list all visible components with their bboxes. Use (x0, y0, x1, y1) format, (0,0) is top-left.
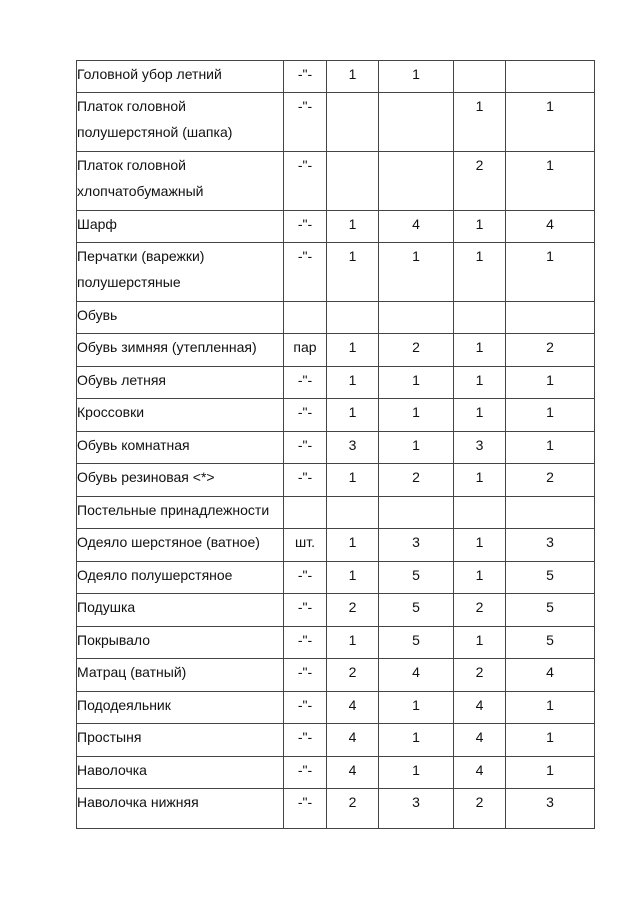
item-name-cell (77, 243, 284, 302)
unit-cell-text: -"- (297, 697, 313, 713)
table-row (77, 594, 595, 627)
value-cell-text: 1 (475, 567, 484, 583)
value-cell (506, 399, 595, 432)
value-cell-text: 2 (475, 599, 484, 615)
value-cell (506, 61, 595, 93)
table-row (77, 152, 595, 211)
value-cell-text: 1 (412, 404, 420, 420)
item-name-cell-text: Платок головной хлопчатобумажный (77, 157, 204, 199)
value-cell-text: 2 (412, 339, 420, 355)
unit-cell (284, 724, 327, 757)
table-row (77, 399, 595, 432)
value-cell (506, 211, 595, 243)
item-name-cell (77, 529, 284, 562)
item-name-cell-text: Обувь зимняя (утепленная) (77, 339, 257, 355)
value-cell (454, 594, 506, 627)
item-name-cell-text: Одеяло шерстяное (ватное) (77, 534, 260, 550)
value-cell (327, 211, 379, 243)
value-cell (454, 367, 506, 399)
table-row (77, 61, 595, 93)
value-cell-text: 4 (412, 664, 420, 680)
unit-cell-text: -"- (297, 632, 313, 648)
unit-cell-text: -"- (297, 372, 313, 388)
unit-cell-text: пар (293, 339, 317, 355)
unit-cell (284, 61, 327, 93)
value-cell-text: 4 (475, 697, 484, 713)
value-cell (379, 594, 454, 627)
value-cell (327, 757, 379, 789)
value-cell (506, 562, 595, 594)
value-cell-text: 1 (348, 632, 357, 648)
item-name-cell-text: Постельные принадлежности (77, 502, 270, 518)
item-name-cell-text: Подушка (77, 599, 136, 615)
value-cell (379, 627, 454, 659)
value-cell (327, 243, 379, 302)
value-cell-text: 2 (348, 664, 357, 680)
value-cell (506, 302, 595, 334)
unit-cell (284, 399, 327, 432)
value-cell (327, 529, 379, 562)
table-row (77, 464, 595, 497)
value-cell (327, 594, 379, 627)
value-cell-text: 1 (475, 248, 484, 264)
unit-cell-text: -"- (297, 216, 313, 232)
value-cell (506, 594, 595, 627)
value-cell (379, 464, 454, 497)
unit-cell (284, 692, 327, 724)
value-cell (454, 692, 506, 724)
value-cell (454, 93, 506, 152)
item-name-cell-text: Шарф (77, 216, 117, 232)
value-cell (327, 724, 379, 757)
unit-cell (284, 243, 327, 302)
unit-cell-text: -"- (297, 248, 313, 264)
value-cell-text: 1 (348, 339, 357, 355)
value-cell-text: 2 (546, 469, 554, 485)
unit-cell (284, 562, 327, 594)
value-cell-text: 1 (546, 697, 554, 713)
value-cell (454, 529, 506, 562)
value-cell (327, 302, 379, 334)
unit-cell (284, 789, 327, 829)
value-cell (506, 692, 595, 724)
item-name-cell-text: Обувь (77, 307, 118, 323)
value-cell (379, 432, 454, 464)
item-name-cell (77, 152, 284, 211)
unit-cell (284, 152, 327, 211)
value-cell (327, 367, 379, 399)
value-cell-text: 3 (546, 794, 554, 810)
value-cell-text: 1 (546, 372, 554, 388)
value-cell-text: 5 (546, 567, 554, 583)
value-cell (506, 724, 595, 757)
norms-table (76, 60, 595, 829)
table-row (77, 497, 595, 529)
value-cell-text: 1 (348, 216, 357, 232)
value-cell (327, 93, 379, 152)
value-cell (454, 243, 506, 302)
value-cell (379, 497, 454, 529)
item-name-cell (77, 562, 284, 594)
unit-cell-text: -"- (297, 762, 313, 778)
value-cell-text: 1 (412, 248, 420, 264)
value-cell-text: 1 (475, 469, 484, 485)
value-cell-text: 2 (475, 794, 484, 810)
value-cell-text: 1 (348, 567, 357, 583)
value-cell (327, 562, 379, 594)
unit-cell-text: -"- (297, 729, 313, 745)
value-cell-text: 1 (412, 762, 420, 778)
value-cell-text: 4 (348, 697, 357, 713)
item-name-cell (77, 627, 284, 659)
unit-cell (284, 659, 327, 692)
value-cell (454, 334, 506, 367)
value-cell (379, 659, 454, 692)
table-row (77, 659, 595, 692)
item-name-cell (77, 464, 284, 497)
item-name-cell (77, 659, 284, 692)
value-cell-text: 2 (348, 599, 357, 615)
value-cell (379, 562, 454, 594)
unit-cell-text: -"- (297, 437, 313, 453)
unit-cell (284, 93, 327, 152)
value-cell-text: 4 (475, 762, 484, 778)
table-row (77, 93, 595, 152)
value-cell-text: 1 (475, 534, 484, 550)
item-name-cell-text: Покрывало (77, 632, 151, 648)
unit-cell (284, 497, 327, 529)
value-cell-text: 1 (475, 216, 484, 232)
value-cell-text: 1 (546, 157, 554, 173)
value-cell-text: 2 (475, 664, 484, 680)
value-cell (454, 627, 506, 659)
value-cell (379, 334, 454, 367)
value-cell (506, 152, 595, 211)
item-name-cell-text: Матрац (ватный) (77, 664, 187, 680)
value-cell-text: 1 (412, 437, 420, 453)
value-cell-text: 4 (348, 729, 357, 745)
value-cell-text: 1 (475, 404, 484, 420)
value-cell-text: 1 (475, 372, 484, 388)
value-cell-text: 1 (348, 469, 357, 485)
value-cell (454, 724, 506, 757)
value-cell-text: 4 (546, 216, 554, 232)
value-cell-text: 1 (546, 248, 554, 264)
value-cell-text: 4 (348, 762, 357, 778)
item-name-cell (77, 789, 284, 829)
value-cell (327, 692, 379, 724)
table-row (77, 529, 595, 562)
table-row (77, 334, 595, 367)
table-row (77, 432, 595, 464)
value-cell (506, 334, 595, 367)
item-name-cell-text: Головной убор летний (77, 66, 222, 82)
value-cell (454, 757, 506, 789)
value-cell-text: 1 (475, 98, 484, 114)
unit-cell (284, 432, 327, 464)
value-cell (379, 367, 454, 399)
value-cell (379, 61, 454, 93)
unit-cell (284, 211, 327, 243)
value-cell (379, 399, 454, 432)
unit-cell (284, 757, 327, 789)
value-cell-text: 3 (412, 794, 420, 810)
value-cell (454, 152, 506, 211)
table-body (77, 61, 595, 829)
value-cell-text: 1 (475, 632, 484, 648)
value-cell (454, 399, 506, 432)
value-cell (506, 789, 595, 829)
unit-cell-text: -"- (297, 599, 313, 615)
value-cell (327, 399, 379, 432)
item-name-cell (77, 692, 284, 724)
unit-cell (284, 367, 327, 399)
value-cell (454, 211, 506, 243)
table-row (77, 692, 595, 724)
value-cell-text: 3 (412, 534, 420, 550)
table-row (77, 302, 595, 334)
value-cell-text: 1 (412, 66, 420, 82)
value-cell-text: 5 (412, 632, 420, 648)
value-cell (506, 529, 595, 562)
value-cell-text: 4 (412, 216, 420, 232)
item-name-cell-text: Простыня (77, 729, 142, 745)
item-name-cell-text: Наволочка (77, 762, 147, 778)
unit-cell-text: -"- (297, 794, 313, 810)
value-cell-text: 1 (546, 98, 554, 114)
value-cell (506, 659, 595, 692)
unit-cell-text: -"- (297, 66, 313, 82)
item-name-cell (77, 757, 284, 789)
item-name-cell (77, 594, 284, 627)
value-cell (506, 243, 595, 302)
value-cell (379, 529, 454, 562)
unit-cell-text: -"- (297, 157, 313, 173)
value-cell-text: 3 (475, 437, 484, 453)
table-row (77, 757, 595, 789)
value-cell-text: 1 (475, 339, 484, 355)
value-cell (454, 659, 506, 692)
value-cell (379, 211, 454, 243)
value-cell (506, 627, 595, 659)
value-cell-text: 1 (546, 404, 554, 420)
value-cell (379, 724, 454, 757)
item-name-cell (77, 61, 284, 93)
item-name-cell-text: Наволочка нижняя (77, 794, 199, 810)
value-cell-text: 4 (475, 729, 484, 745)
table-row (77, 789, 595, 829)
value-cell-text: 4 (546, 664, 554, 680)
value-cell (454, 464, 506, 497)
value-cell (454, 432, 506, 464)
value-cell-text: 5 (412, 567, 420, 583)
value-cell (506, 93, 595, 152)
item-name-cell (77, 432, 284, 464)
value-cell-text: 1 (348, 534, 357, 550)
item-name-cell (77, 211, 284, 243)
unit-cell-text: -"- (297, 469, 313, 485)
item-name-cell (77, 367, 284, 399)
value-cell (506, 367, 595, 399)
value-cell (327, 152, 379, 211)
unit-cell-text: -"- (297, 404, 313, 420)
value-cell-text: 5 (546, 632, 554, 648)
unit-cell (284, 627, 327, 659)
item-name-cell-text: Обувь резиновая <*> (77, 469, 215, 485)
item-name-cell-text: Обувь летняя (77, 372, 167, 388)
value-cell (379, 93, 454, 152)
value-cell (454, 562, 506, 594)
item-name-cell (77, 399, 284, 432)
table-row (77, 562, 595, 594)
value-cell (379, 789, 454, 829)
item-name-cell (77, 334, 284, 367)
item-name-cell (77, 497, 284, 529)
unit-cell-text: -"- (297, 98, 313, 114)
value-cell (379, 243, 454, 302)
value-cell (379, 152, 454, 211)
table-row (77, 243, 595, 302)
value-cell (506, 432, 595, 464)
value-cell-text: 1 (348, 66, 357, 82)
value-cell-text: 2 (546, 339, 554, 355)
value-cell (454, 789, 506, 829)
value-cell (379, 692, 454, 724)
unit-cell-text: -"- (297, 664, 313, 680)
unit-cell-text: шт. (295, 534, 315, 550)
unit-cell (284, 529, 327, 562)
table-row (77, 724, 595, 757)
value-cell (506, 497, 595, 529)
value-cell (327, 464, 379, 497)
value-cell-text: 1 (412, 697, 420, 713)
item-name-cell-text: Перчатки (варежки) полушерстяные (77, 248, 205, 290)
value-cell (379, 757, 454, 789)
value-cell-text: 3 (546, 534, 554, 550)
item-name-cell-text: Одеяло полушерстяное (77, 567, 233, 583)
value-cell-text: 1 (412, 729, 420, 745)
unit-cell (284, 464, 327, 497)
value-cell-text: 1 (412, 372, 420, 388)
value-cell (454, 61, 506, 93)
table-row (77, 367, 595, 399)
value-cell (327, 61, 379, 93)
value-cell (454, 302, 506, 334)
table-row (77, 627, 595, 659)
item-name-cell-text: Пододеяльник (77, 697, 171, 713)
value-cell-text: 3 (348, 437, 357, 453)
value-cell-text: 1 (348, 248, 357, 264)
unit-cell (284, 302, 327, 334)
value-cell-text: 5 (412, 599, 420, 615)
value-cell-text: 1 (348, 372, 357, 388)
value-cell-text: 1 (348, 404, 357, 420)
value-cell (454, 497, 506, 529)
item-name-cell-text: Кроссовки (77, 404, 145, 420)
item-name-cell-text: Обувь комнатная (77, 437, 190, 453)
value-cell-text: 2 (348, 794, 357, 810)
value-cell-text: 2 (412, 469, 420, 485)
value-cell-text: 1 (546, 729, 554, 745)
value-cell (379, 302, 454, 334)
item-name-cell-text: Платок головной полушерстяной (шапка) (77, 98, 233, 140)
item-name-cell (77, 302, 284, 334)
value-cell (327, 432, 379, 464)
value-cell (327, 659, 379, 692)
value-cell (327, 627, 379, 659)
unit-cell (284, 334, 327, 367)
value-cell (327, 334, 379, 367)
value-cell (506, 757, 595, 789)
value-cell (506, 464, 595, 497)
value-cell-text: 2 (475, 157, 484, 173)
value-cell-text: 1 (546, 437, 554, 453)
unit-cell-text: -"- (297, 567, 313, 583)
item-name-cell (77, 93, 284, 152)
table-row (77, 211, 595, 243)
value-cell (327, 789, 379, 829)
value-cell-text: 1 (546, 762, 554, 778)
value-cell-text: 5 (546, 599, 554, 615)
unit-cell (284, 594, 327, 627)
value-cell (327, 497, 379, 529)
item-name-cell (77, 724, 284, 757)
